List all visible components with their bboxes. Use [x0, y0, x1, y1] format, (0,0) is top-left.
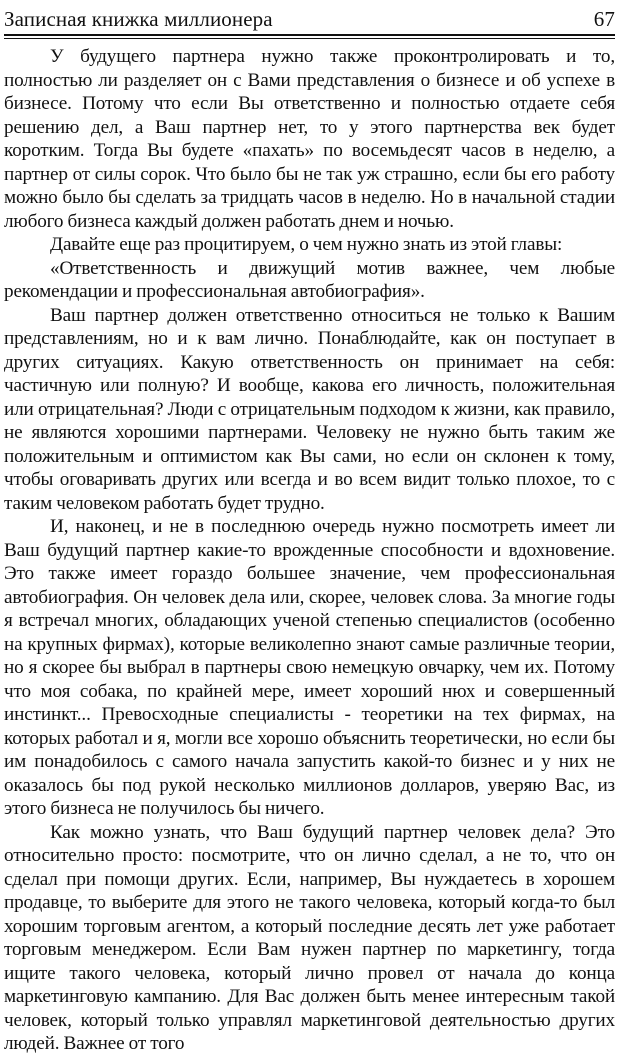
paragraph: Ваш партнер должен ответственно относиться не только к Вашим представлениям, но и к вам лично. Понаблюдайте, как он поступает в других ситуациях. Какую ответственность он принимает на себя: частичную или полную? И вообще, какова его личность, положительная или отрицательная? Люди с отрицательным подходом к жизни, как правило, не являются хорошими партнерами. Человеку не нужно быть таким же положительным и оптимистом как Вы сами, но если он склонен к тому, чтобы оговаривать других или всегда и во всем видит только плохое, то с таким человеком работать будет трудно. — [4, 304, 615, 514]
running-header — [4, 0, 615, 32]
paragraph: У будущего партнера нужно также проконтролировать и то, полностью ли разделяет он с Вами представления о бизнесе и об успехе в бизнесе. Потому что если Вы ответственно и полностью отдаете себя решению дел, а Ваш партнер нет, то у этого партнерства век будет коротким. Тогда Вы будете «пахать» по восемьдесят часов в неделю, а партнер от силы сорок. Что было бы не так уж страшно, если бы его работу можно было бы сделать за тридцать часов в неделю. Но в начальной стадии любого бизнеса каждый должен работать днем и ночью. — [4, 46, 615, 232]
running-header-title: Записная книжка миллионера — [4, 7, 273, 31]
paragraph: Давайте еще раз процитируем, о чем нужно знать из этой главы: — [50, 234, 563, 255]
page-number: 67 — [593, 7, 615, 31]
paragraph: Как можно узнать, что Ваш будущий партнер человек дела? Это относительно просто: посмотрите, что он лично сделал, а не то, что он сделал при помощи других. Если, например, Вы нуждаетесь в хорошем продавце, то выберите для этого не такого человека, который когда-то был хорошим торговым агентом, а который последние десять лет уже работает торговым менеджером. Если Вам нужен партнер по маркетингу, тогда ищите такого человека, который лично провел от начала до конца маркетинговую кампанию. Для Вас должен быть менее интересным такой человек, который только управлял маркетинговой деятельностью других людей. Важнее от того — [4, 821, 615, 1054]
paragraph: И, наконец, и не в последнюю очередь нужно посмотреть имеет ли Ваш будущий партнер какие-то врожденные способности и вдохновение. Это также имеет гораздо большее значение, чем профессиональная автобиография. Он человек дела или, скорее, человек слова. За многие годы я встречал многих, обладающих ученой степенью специалистов (особенно на крупных фирмах), которые великолепно знают самые различные теории, но я скорее бы выбрал в партнеры свою немецкую овчарку, чем их. Потому что моя собака, по крайней мере, имеет хороший нюх и совершенный инстинкт... Превосходные специалисты - теоретики на тех фирмах, на которых работал и я, могли все хорошо объяснить теоретически, но если бы им понадобилось с самого начала запустить какой-то бизнес и у них не оказалось бы под рукой несколько миллионов долларов, уверяю Вас, из этого бизнеса не получилось бы ничего. — [4, 516, 615, 819]
paragraph: «Ответственность и движущий мотив важнее, чем любые рекомендации и профессиональная автобиография». — [4, 257, 615, 302]
header-rule — [4, 34, 615, 39]
body-text — [4, 45, 615, 1056]
